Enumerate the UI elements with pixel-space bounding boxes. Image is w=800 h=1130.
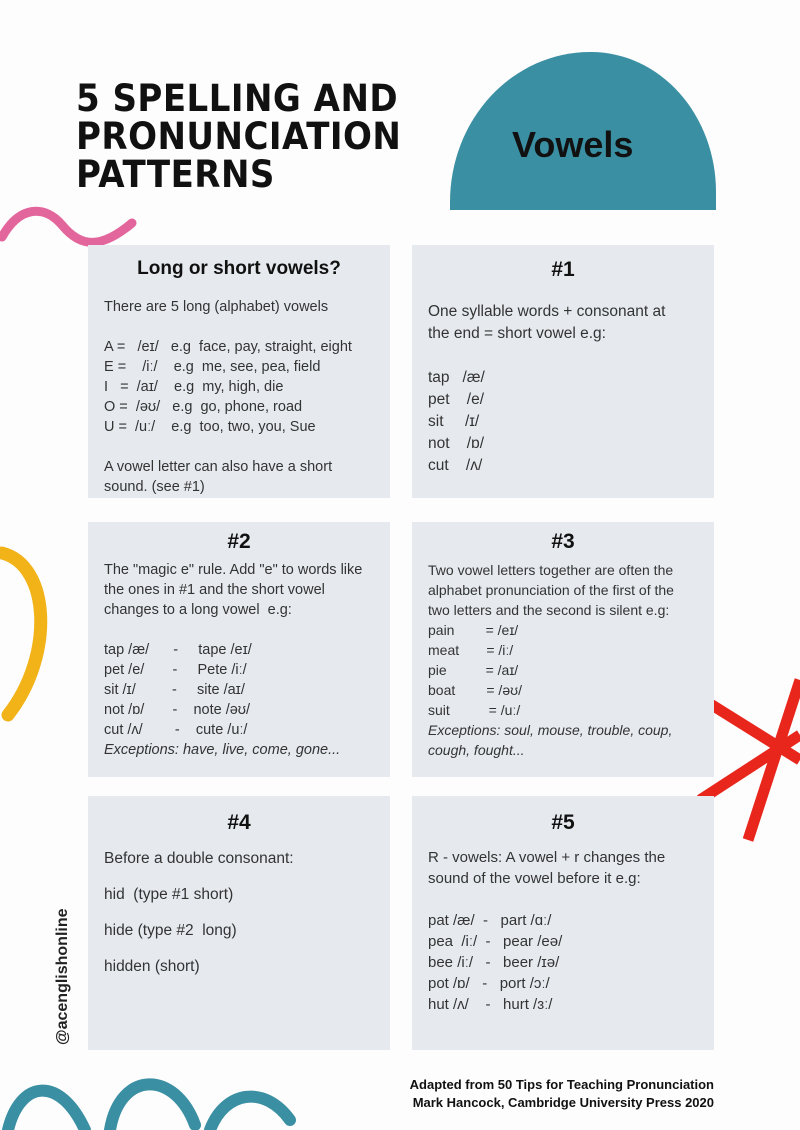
card-line: not /ɒ/ - note /əʊ/ [104, 702, 251, 718]
card-line: pie = /aɪ/ [428, 662, 519, 678]
card-line: suit = /uː/ [428, 702, 521, 718]
title-line: 5 SPELLING AND [76, 77, 399, 120]
card-2 [88, 522, 390, 777]
card-line: meat = /iː/ [428, 642, 514, 658]
exceptions-note: Exceptions: have, live, come, gone... [104, 742, 341, 758]
card-line: bee /iː/ - beer /ɪə/ [428, 954, 560, 971]
card-line: hid (type #1 short) [104, 886, 234, 903]
card-line: R - vowels: A vowel + r changes the [428, 849, 666, 866]
card-line: I = /aɪ/ e.g my, high, die [104, 379, 284, 395]
credit-line: Mark Hancock, Cambridge University Press 2020 [412, 1095, 714, 1110]
card-heading: Long or short vowels? [137, 258, 341, 279]
social-handle: @acenglishonline [54, 908, 71, 1045]
card-line: alphabet pronunciation of the first of the [428, 582, 674, 598]
card-line: cut /ʌ/ [428, 457, 483, 474]
source-credit [410, 1076, 714, 1112]
card-1 [412, 245, 714, 498]
title-line: PATTERNS [76, 153, 275, 196]
card-line: E = /iː/ e.g me, see, pea, field [104, 359, 321, 375]
card-line: pain = /eɪ/ [428, 622, 519, 638]
card-heading: #5 [551, 811, 575, 834]
card-line: hut /ʌ/ - hurt /ɜː/ [428, 996, 553, 1013]
card-line: hide (type #2 long) [104, 922, 237, 939]
card-heading: #1 [551, 258, 575, 281]
card-line: A vowel letter can also have a short [104, 459, 333, 475]
card-line: pat /æ/ - part /ɑː/ [428, 912, 552, 929]
exceptions-note: Exceptions: soul, mouse, trouble, coup, cough, fought... [428, 722, 673, 758]
card-line: pet /e/ [428, 391, 485, 408]
card-5 [412, 796, 714, 1050]
card-line: sit /ɪ/ [428, 413, 480, 430]
card-4 [88, 796, 390, 1050]
card-line: O = /əʊ/ e.g go, phone, road [104, 399, 303, 415]
card-line: tap /æ/ [428, 369, 485, 386]
vowels-badge: Vowels [512, 124, 634, 165]
card-3 [412, 522, 714, 777]
card-line: cut /ʌ/ - cute /uː/ [104, 722, 248, 738]
card-line: pot /ɒ/ - port /ɔː/ [428, 975, 550, 992]
card-line: Before a double consonant: [104, 850, 294, 867]
page-title [76, 77, 402, 196]
card-line: boat = /əʊ/ [428, 682, 522, 698]
credit-line: Adapted from 50 Tips for Teaching Pronunciation [409, 1077, 714, 1092]
card-line: A = /eɪ/ e.g face, pay, straight, eight [104, 339, 352, 355]
card-line: the end = short vowel e.g: [428, 325, 606, 342]
card-line: sound. (see #1) [104, 479, 205, 495]
card-line: changes to a long vowel e.g: [104, 602, 292, 618]
card-line: pea /iː/ - pear /eə/ [428, 933, 563, 950]
card-heading: #3 [551, 530, 575, 553]
card-heading: #2 [227, 530, 251, 553]
card-line: hidden (short) [104, 958, 200, 975]
title-line: PRONUNCIATION [76, 115, 402, 158]
card-line: tap /æ/ - tape /eɪ/ [104, 642, 252, 658]
card-line: pet /e/ - Pete /iː/ [104, 662, 247, 678]
card-line: There are 5 long (alphabet) vowels [104, 299, 329, 315]
card-heading: #4 [227, 811, 251, 834]
card-line: The "magic e" rule. Add "e" to words like [104, 562, 363, 578]
card-line: sound of the vowel before it e.g: [428, 870, 641, 887]
card-long-short-vowels [88, 245, 390, 498]
yellow-arc-decoration [0, 545, 60, 725]
card-line: One syllable words + consonant at [428, 303, 666, 320]
card-line: U = /uː/ e.g too, two, you, Sue [104, 419, 316, 435]
card-line: Two vowel letters together are often the [428, 562, 674, 578]
card-line: two letters and the second is silent e.g: [428, 602, 670, 618]
card-line: the ones in #1 and the short vowel [104, 582, 325, 598]
card-line: not /ɒ/ [428, 435, 485, 452]
card-line: sit /ɪ/ - site /aɪ/ [104, 682, 245, 698]
